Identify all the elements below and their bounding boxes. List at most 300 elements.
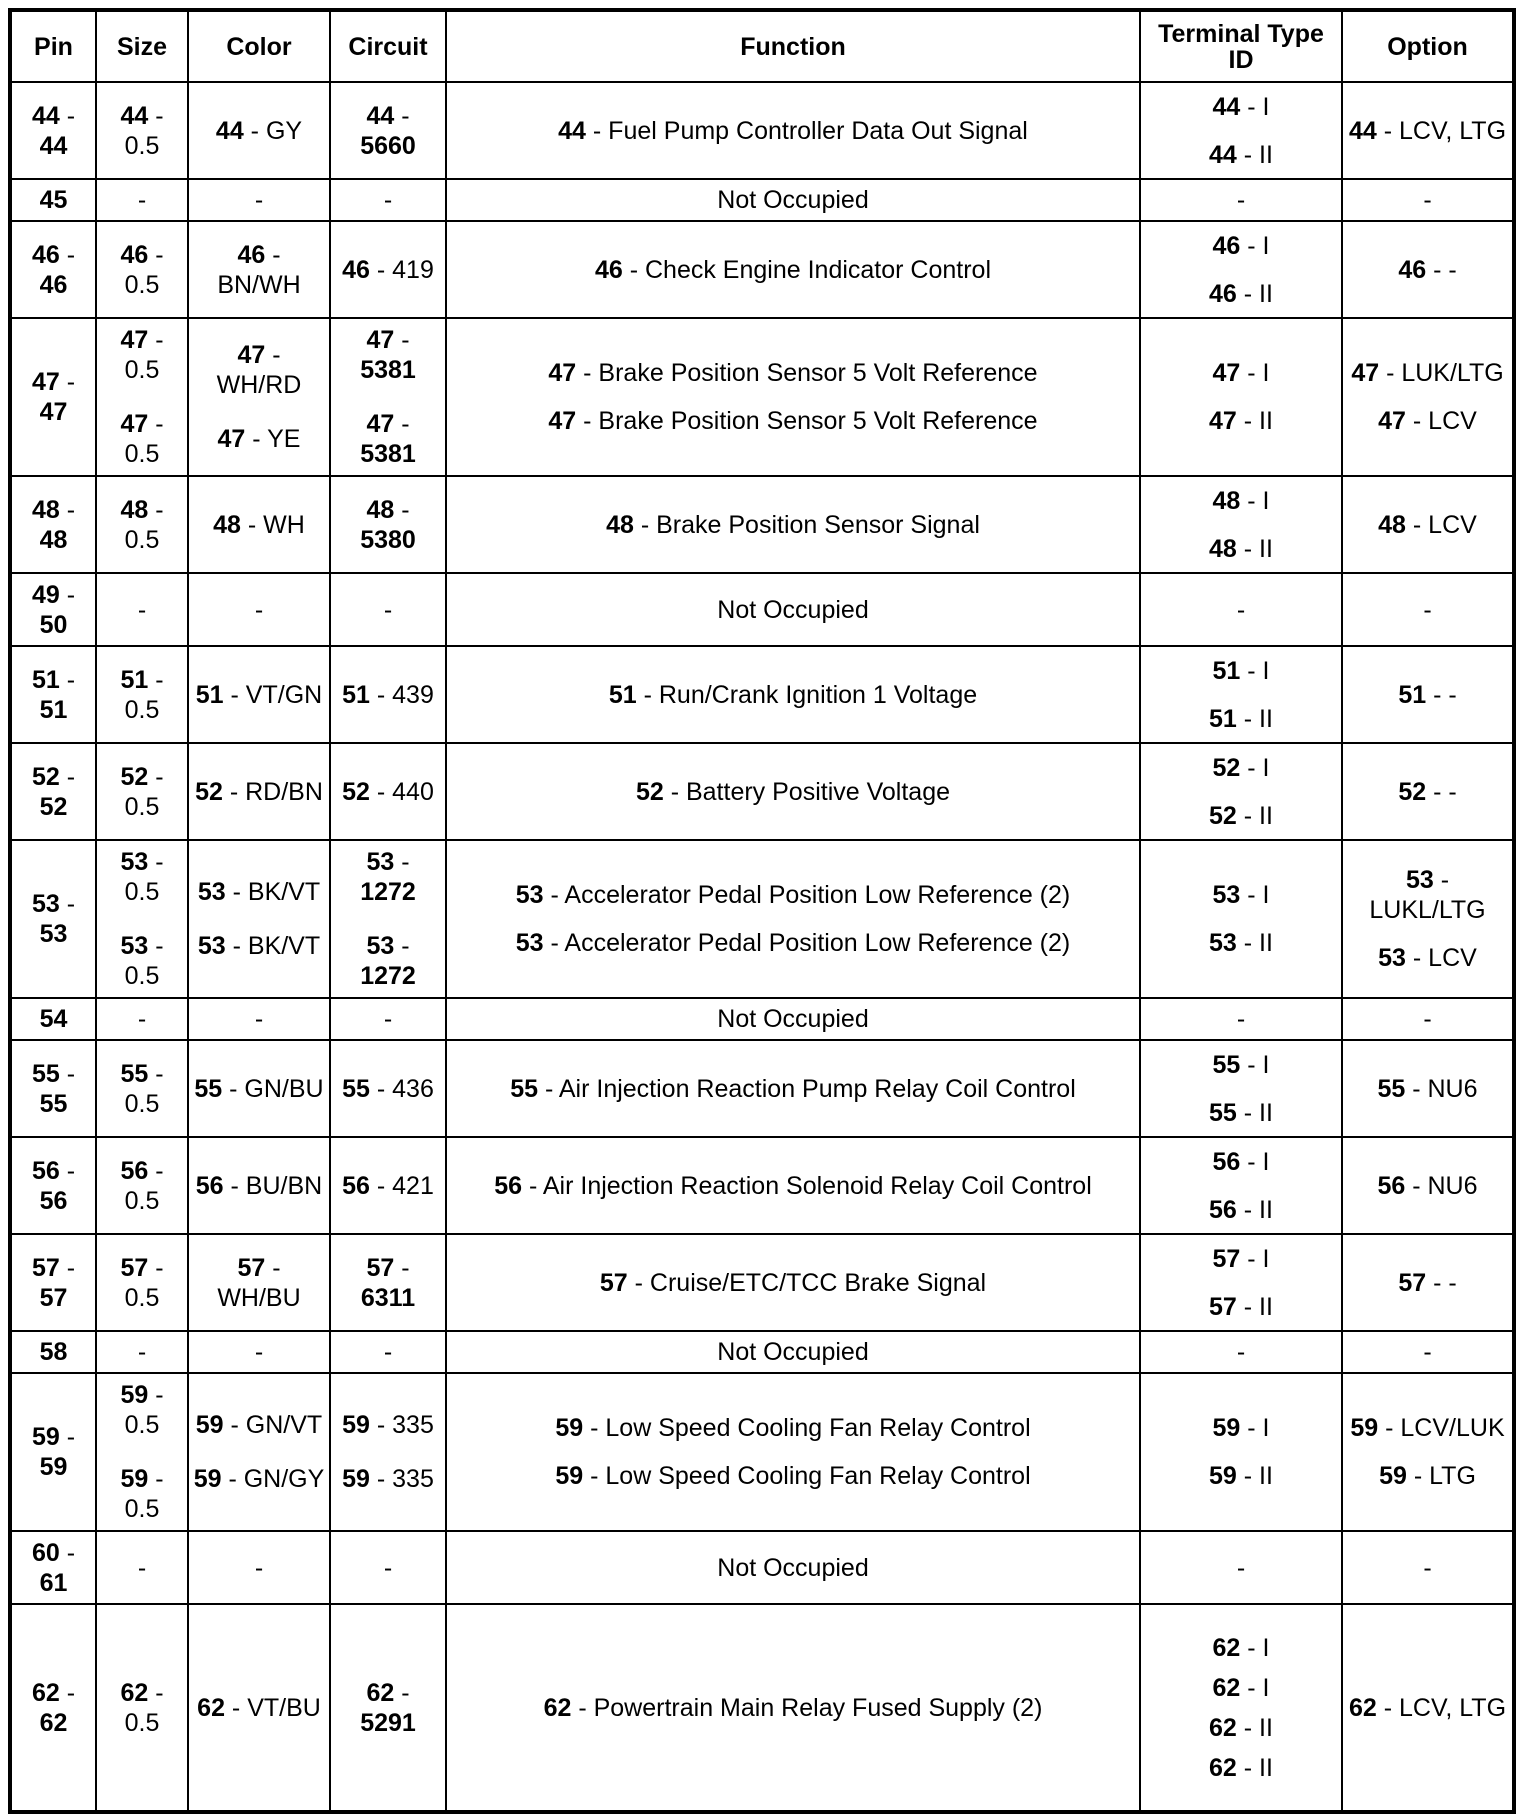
pin-cell	[10, 1604, 96, 1812]
circuit-cell	[330, 1040, 446, 1137]
pin-number: 56	[494, 1171, 523, 1200]
table-row	[10, 179, 1514, 221]
pin-number: 44	[31, 101, 60, 130]
circuit-cell	[330, 221, 446, 318]
pin-number: 59	[39, 1453, 68, 1481]
cell-text: -	[1236, 1553, 1246, 1582]
cell-text	[16, 1186, 91, 1216]
cell-text: 48 - Brake Position Sensor Signal	[606, 510, 980, 539]
cell-text: 59 - I	[1212, 1414, 1270, 1442]
cell-text: 56 - Air Injection Reaction Solenoid Relay Coil Control	[494, 1171, 1092, 1200]
cell-text: 48 - WH	[213, 510, 305, 539]
cell-text: 55 - GN/BU	[194, 1074, 324, 1103]
pin-number: 47	[39, 398, 68, 426]
cell-text	[16, 1004, 91, 1034]
pin-number: 62	[1209, 1753, 1237, 1782]
cell-text: 59 - LCV/LUK	[1350, 1414, 1505, 1442]
cell-text: 48 - I	[1212, 486, 1270, 515]
pin-number: 51	[1398, 680, 1427, 709]
pin-number: 59	[555, 1462, 584, 1490]
cell-text: 59 - GN/VT	[195, 1411, 323, 1439]
table-row	[10, 573, 1514, 646]
cell-text: 51 - Run/Crank Ignition 1 Voltage	[608, 680, 978, 709]
cell-text: 51 - 439	[342, 680, 434, 709]
pin-number: 46	[31, 240, 60, 269]
cell-text: 59 -	[120, 1381, 164, 1409]
option-cell	[1342, 1137, 1514, 1234]
header-pin: Pin	[10, 10, 96, 82]
cell-text	[16, 1452, 91, 1482]
terminal-type-cell	[1140, 573, 1342, 646]
pin-number: 59	[120, 1465, 149, 1493]
pin-number: 56	[39, 1186, 68, 1215]
function-cell	[446, 1531, 1140, 1604]
option-cell	[1342, 646, 1514, 743]
option-cell	[1342, 476, 1514, 573]
cell-text: 55 - I	[1212, 1050, 1270, 1079]
terminal-type-cell	[1140, 1331, 1342, 1373]
circuit-cell	[330, 646, 446, 743]
pin-number: 5381	[360, 440, 416, 468]
cell-text: 53 - I	[1212, 881, 1270, 909]
cell-text	[335, 961, 441, 991]
pin-number: 45	[39, 186, 68, 214]
pin-number: 51	[195, 680, 224, 709]
pin-number: 55	[510, 1074, 539, 1103]
pin-number: 53	[120, 932, 149, 960]
pin-number: 44	[120, 101, 149, 130]
pin-number: 51	[342, 680, 370, 709]
cell-text: 57 -	[31, 1253, 76, 1282]
pin-number: 51	[1212, 656, 1241, 685]
pin-number: 1272	[360, 962, 416, 990]
function-cell	[446, 221, 1140, 318]
option-cell	[1342, 179, 1514, 221]
table-row	[10, 221, 1514, 318]
function-cell	[446, 1234, 1140, 1331]
terminal-type-cell	[1140, 179, 1342, 221]
circuit-cell	[330, 573, 446, 646]
pin-cell	[10, 82, 96, 179]
cell-text: 0.5	[124, 1708, 160, 1737]
pin-number: 46	[120, 240, 149, 269]
pin-number: 59	[1350, 1414, 1379, 1442]
cell-text: BN/WH	[217, 270, 301, 299]
header-size: Size	[96, 10, 188, 82]
pin-number: 59	[195, 1411, 224, 1439]
pin-number: 48	[39, 525, 68, 554]
pin-number: 46	[1212, 231, 1241, 260]
size-cell	[96, 840, 188, 998]
cell-text: 49 -	[31, 580, 76, 609]
cell-text: 53 - BK/VT	[197, 932, 321, 960]
pin-number: 52	[635, 777, 664, 806]
pin-number: 53	[1405, 866, 1434, 894]
cell-text: -	[383, 1005, 393, 1033]
cell-text: 56 -	[31, 1156, 76, 1185]
pin-number: 59	[193, 1465, 222, 1493]
pin-cell	[10, 221, 96, 318]
cell-text: WH/RD	[216, 371, 302, 399]
color-cell	[188, 82, 330, 179]
cell-text: -	[254, 1338, 264, 1366]
pin-number: 57	[1212, 1244, 1241, 1273]
pin-number: 56	[1212, 1147, 1241, 1176]
terminal-type-cell	[1140, 221, 1342, 318]
cell-text: 46 -	[237, 240, 281, 269]
terminal-type-cell	[1140, 476, 1342, 573]
cell-text: -	[254, 595, 264, 624]
cell-text: -	[1236, 186, 1246, 214]
color-cell	[188, 743, 330, 840]
header-terminal-type-id: Terminal Type ID	[1140, 10, 1342, 82]
cell-text: 62 - Powertrain Main Relay Fused Supply (2)	[543, 1693, 1043, 1722]
cell-text: 57 - II	[1209, 1292, 1273, 1321]
cell-text	[335, 131, 441, 161]
cell-text: 62 - VT/BU	[197, 1693, 321, 1722]
pin-number: 55	[342, 1074, 370, 1103]
pin-number: 55	[31, 1059, 60, 1088]
cell-text: 46 - -	[1398, 255, 1457, 284]
size-cell	[96, 179, 188, 221]
pin-number: 47	[548, 407, 577, 435]
cell-text: 47 - Brake Position Sensor 5 Volt Reference	[548, 407, 1038, 435]
cell-text: 51 - I	[1212, 656, 1270, 685]
pin-number: 57	[366, 1253, 395, 1282]
cell-text	[16, 1568, 91, 1598]
cell-text: 55 - Air Injection Reaction Pump Relay Coil Control	[510, 1074, 1076, 1103]
cell-text: 59 -	[31, 1423, 76, 1451]
circuit-cell	[330, 743, 446, 840]
pin-number: 44	[39, 131, 68, 160]
cell-text	[335, 1708, 441, 1738]
circuit-cell	[330, 1373, 446, 1531]
cell-text: 0.5	[124, 695, 160, 724]
pin-number: 44	[1212, 92, 1241, 121]
cell-text: 62 - II	[1209, 1713, 1273, 1742]
circuit-cell	[330, 179, 446, 221]
pin-number: 62	[39, 1708, 68, 1737]
function-cell	[446, 998, 1140, 1040]
pin-number: 44	[1209, 140, 1237, 169]
pin-number: 44	[366, 101, 395, 130]
table-row	[10, 1234, 1514, 1331]
cell-text: 52 -	[120, 762, 164, 791]
cell-text: -	[137, 1005, 147, 1033]
cell-text: Not Occupied	[717, 1553, 869, 1582]
table-row	[10, 1373, 1514, 1531]
cell-text: 55 - NU6	[1377, 1074, 1478, 1103]
pin-number: 52	[1212, 753, 1241, 782]
cell-text: 0.5	[124, 1495, 160, 1523]
circuit-cell	[330, 1331, 446, 1373]
color-cell	[188, 221, 330, 318]
pin-number: 5291	[360, 1708, 416, 1737]
cell-text: 0.5	[124, 525, 160, 554]
pin-number: 56	[195, 1171, 224, 1200]
cell-text: 62 - I	[1212, 1673, 1270, 1702]
cell-text: 62 - I	[1212, 1633, 1270, 1662]
pin-number: 47	[1351, 359, 1380, 387]
size-cell	[96, 221, 188, 318]
color-cell	[188, 1137, 330, 1234]
pin-number: 59	[120, 1381, 149, 1409]
color-cell	[188, 179, 330, 221]
cell-text	[335, 355, 441, 385]
function-cell	[446, 1373, 1140, 1531]
cell-text: 0.5	[124, 270, 160, 299]
pin-number: 56	[1209, 1195, 1237, 1224]
pin-number: 48	[213, 510, 241, 539]
cell-text: 56 - NU6	[1377, 1171, 1478, 1200]
pin-number: 48	[1212, 486, 1241, 515]
cell-text: 0.5	[124, 131, 160, 160]
pin-number: 51	[120, 665, 149, 694]
cell-text: 53 - BK/VT	[197, 878, 321, 906]
cell-text: 44 -	[366, 101, 410, 130]
pin-number: 48	[366, 495, 395, 524]
circuit-cell	[330, 1531, 446, 1604]
option-cell	[1342, 1040, 1514, 1137]
option-cell	[1342, 1531, 1514, 1604]
cell-text: Not Occupied	[717, 1338, 869, 1366]
cell-text: 44 - LCV, LTG	[1348, 116, 1507, 145]
cell-text: 48 -	[366, 495, 410, 524]
cell-text: 53 -	[120, 848, 164, 876]
size-cell	[96, 476, 188, 573]
pin-cell	[10, 318, 96, 476]
size-cell	[96, 1531, 188, 1604]
terminal-type-cell	[1140, 1604, 1342, 1812]
cell-text: WH/BU	[217, 1283, 301, 1312]
cell-text	[335, 525, 441, 555]
cell-text: 55 -	[120, 1059, 164, 1088]
pin-number: 46	[1398, 255, 1427, 284]
cell-text: 62 -	[31, 1678, 76, 1707]
pin-number: 59	[342, 1411, 370, 1439]
pin-number: 53	[197, 932, 226, 960]
cell-text	[16, 397, 91, 427]
color-cell	[188, 476, 330, 573]
pin-number: 62	[197, 1693, 225, 1722]
cell-text: 62 -	[120, 1678, 164, 1707]
pin-number: 47	[366, 410, 395, 438]
cell-text: 44 - GY	[215, 116, 303, 145]
pin-number: 56	[120, 1156, 149, 1185]
cell-text: 0.5	[124, 1186, 160, 1215]
pin-number: 55	[1212, 1050, 1241, 1079]
header-option: Option	[1342, 10, 1514, 82]
cell-text: 59 - 335	[342, 1465, 434, 1493]
cell-text: 44 -	[31, 101, 76, 130]
cell-text: -	[383, 1553, 393, 1582]
cell-text: 47 - LUK/LTG	[1351, 359, 1504, 387]
cell-text	[335, 439, 441, 469]
pin-number: 47	[548, 359, 577, 387]
cell-text: 51 -	[120, 665, 164, 694]
cell-text: 57 - I	[1212, 1244, 1270, 1273]
cell-text: 53 - Accelerator Pedal Position Low Reference (2)	[515, 881, 1071, 909]
pin-number: 47	[1378, 407, 1406, 435]
cell-text: 47 - I	[1212, 359, 1270, 387]
size-cell	[96, 1137, 188, 1234]
pin-number: 47	[120, 326, 149, 354]
pin-number: 55	[1377, 1074, 1406, 1103]
cell-text: 62 -	[366, 1678, 410, 1707]
pin-number: 59	[342, 1465, 370, 1493]
function-cell	[446, 82, 1140, 179]
table-row	[10, 1137, 1514, 1234]
pin-number: 1272	[360, 878, 416, 906]
color-cell	[188, 1373, 330, 1531]
terminal-type-cell	[1140, 1137, 1342, 1234]
cell-text: 47 -	[120, 326, 164, 354]
cell-text	[16, 131, 91, 161]
pin-number: 53	[366, 848, 395, 876]
pin-cell	[10, 840, 96, 998]
cell-text	[16, 525, 91, 555]
size-cell	[96, 1331, 188, 1373]
function-cell	[446, 1604, 1140, 1812]
option-cell	[1342, 573, 1514, 646]
pin-number: 56	[31, 1156, 60, 1185]
pin-cell	[10, 1234, 96, 1331]
cell-text: 46 - I	[1212, 231, 1270, 260]
color-cell	[188, 1531, 330, 1604]
header-circuit: Circuit	[330, 10, 446, 82]
cell-text	[16, 792, 91, 822]
terminal-type-cell	[1140, 318, 1342, 476]
cell-text: 53 -	[366, 932, 410, 960]
cell-text: LUKL/LTG	[1369, 896, 1486, 924]
pin-number: 50	[39, 610, 68, 639]
size-cell	[96, 646, 188, 743]
terminal-type-cell	[1140, 1040, 1342, 1137]
function-cell	[446, 743, 1140, 840]
pin-number: 48	[120, 495, 149, 524]
pin-number: 51	[608, 680, 637, 709]
pin-number: 54	[39, 1005, 68, 1033]
pin-number: 49	[31, 580, 60, 609]
pin-number: 55	[120, 1059, 149, 1088]
pin-cell	[10, 1040, 96, 1137]
pin-number: 47	[1212, 359, 1241, 387]
cell-text: 0.5	[124, 1411, 160, 1439]
table-row	[10, 1331, 1514, 1373]
pin-number: 53	[120, 848, 149, 876]
cell-text: 52 - RD/BN	[195, 777, 323, 806]
pin-number: 53	[31, 890, 60, 918]
pin-number: 58	[39, 1338, 68, 1366]
cell-text	[335, 1283, 441, 1313]
cell-text: 59 - LTG	[1379, 1462, 1476, 1490]
pin-number: 53	[39, 920, 68, 948]
pin-cell	[10, 646, 96, 743]
pin-number: 52	[39, 792, 68, 821]
size-cell	[96, 573, 188, 646]
pin-number: 62	[1348, 1693, 1377, 1722]
cell-text: 53 - Accelerator Pedal Position Low Reference (2)	[515, 929, 1071, 957]
cell-text: 59 - II	[1209, 1462, 1273, 1490]
pin-cell	[10, 1531, 96, 1604]
pin-number: 52	[195, 777, 223, 806]
cell-text: -	[137, 595, 147, 624]
cell-text: -	[254, 1553, 264, 1582]
pin-cell	[10, 179, 96, 221]
pin-number: 51	[39, 695, 68, 724]
function-cell	[446, 179, 1140, 221]
cell-text: 52 - 440	[342, 777, 434, 806]
pin-number: 62	[1212, 1633, 1241, 1662]
cell-text: 0.5	[124, 962, 160, 990]
pin-number: 53	[515, 929, 544, 957]
cell-text	[16, 610, 91, 640]
cell-text: 46 -	[120, 240, 164, 269]
pin-number: 5380	[360, 525, 416, 554]
cell-text: -	[137, 186, 147, 214]
pin-number: 46	[39, 270, 68, 299]
pin-number: 56	[342, 1171, 370, 1200]
cell-text: 0.5	[124, 356, 160, 384]
pin-number: 47	[217, 425, 246, 453]
pin-cell	[10, 743, 96, 840]
pin-number: 46	[1209, 279, 1237, 308]
pin-cell	[10, 1331, 96, 1373]
table-row	[10, 476, 1514, 573]
cell-text: 57 -	[237, 1253, 281, 1282]
color-cell	[188, 573, 330, 646]
pin-number: 48	[606, 510, 634, 539]
cell-text: 53 -	[366, 848, 410, 876]
option-cell	[1342, 840, 1514, 998]
size-cell	[96, 998, 188, 1040]
option-cell	[1342, 1234, 1514, 1331]
pin-cell	[10, 1373, 96, 1531]
color-cell	[188, 646, 330, 743]
pin-number: 57	[31, 1253, 60, 1282]
pin-number: 53	[1212, 881, 1241, 909]
color-cell	[188, 1604, 330, 1812]
header-function: Function	[446, 10, 1140, 82]
cell-text: 62 - LCV, LTG	[1348, 1693, 1507, 1722]
pin-number: 6311	[360, 1283, 416, 1312]
cell-text: 48 - II	[1209, 534, 1273, 563]
cell-text: 48 - LCV	[1378, 510, 1477, 539]
pin-cell	[10, 998, 96, 1040]
pin-number: 46	[237, 240, 266, 269]
pin-number: 52	[120, 762, 149, 791]
cell-text: -	[254, 186, 264, 214]
pin-number: 51	[31, 665, 60, 694]
cell-text: 52 - Battery Positive Voltage	[635, 777, 951, 806]
size-cell	[96, 318, 188, 476]
cell-text: 56 - II	[1209, 1195, 1273, 1224]
cell-text: 52 - II	[1209, 801, 1273, 830]
cell-text: -	[1236, 1005, 1246, 1033]
table-row	[10, 1531, 1514, 1604]
pin-number: 56	[1377, 1171, 1406, 1200]
cell-text	[335, 877, 441, 907]
cell-text: Not Occupied	[717, 186, 869, 214]
cell-text: 57 -	[120, 1253, 164, 1282]
cell-text: 55 -	[31, 1059, 76, 1088]
table-row	[10, 1040, 1514, 1137]
pin-number: 47	[31, 368, 60, 396]
pin-number: 55	[1209, 1098, 1237, 1127]
connector-pinout-table	[8, 8, 1516, 1814]
cell-text	[16, 1089, 91, 1119]
cell-text	[16, 1708, 91, 1738]
